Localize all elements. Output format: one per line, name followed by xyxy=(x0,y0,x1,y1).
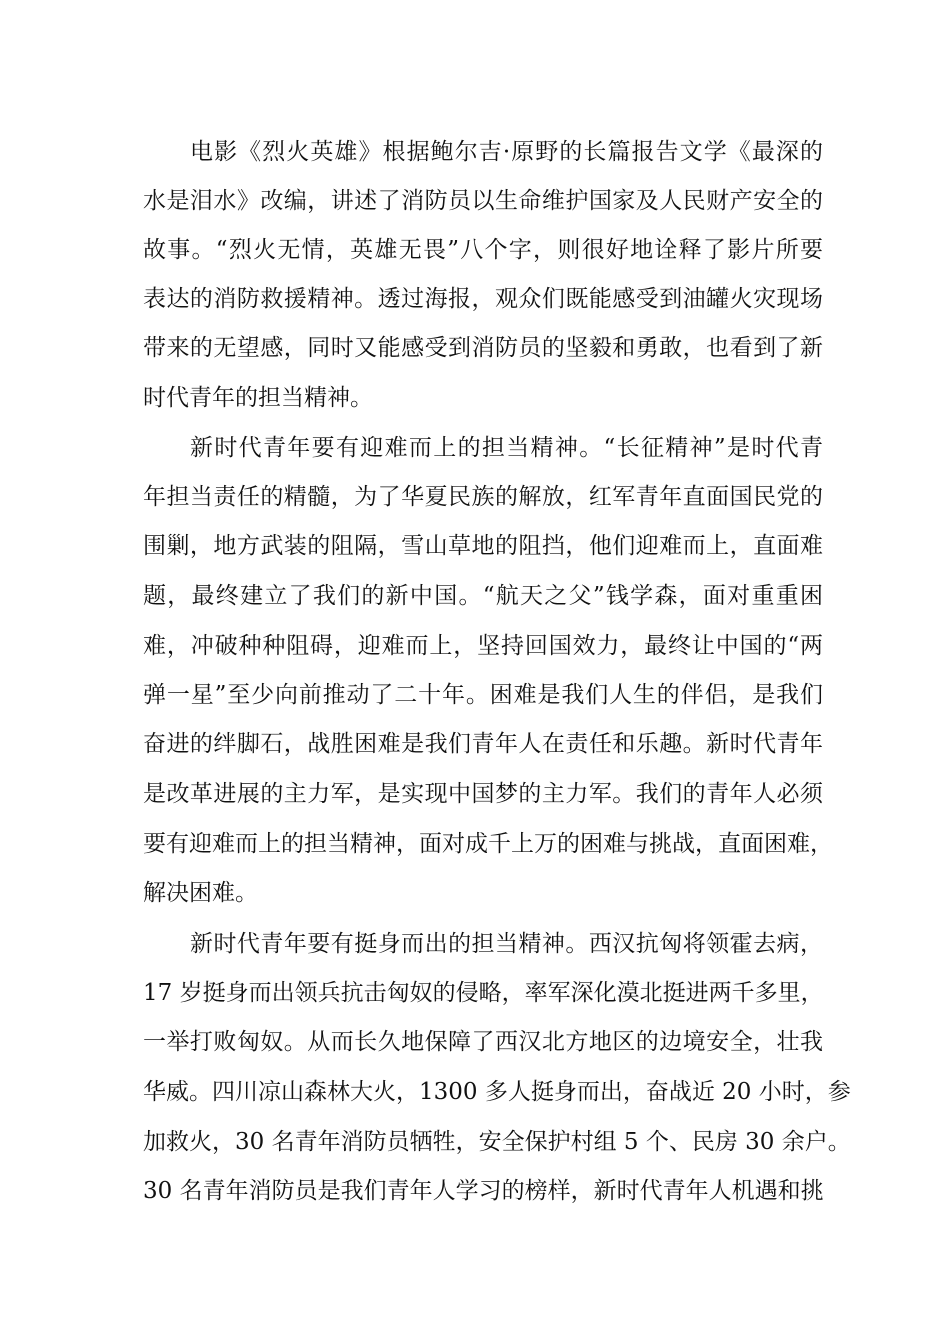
text-line: 一举打败匈奴。从而长久地保障了西汉北方地区的边境安全，壮我 xyxy=(143,1029,823,1055)
text-line: 电影《烈火英雄》根据鲍尔吉·原野的长篇报告文学《最深的 xyxy=(190,139,823,165)
text-line: 新时代青年要有挺身而出的担当精神。西汉抗匈将领霍去病， xyxy=(190,931,823,957)
text-line: 带来的无望感，同时又能感受到消防员的坚毅和勇敢，也看到了新 xyxy=(143,335,823,361)
text-line: 时代青年的担当精神。 xyxy=(143,385,373,411)
text-line: 华威。四川凉山森林大火，1300 多人挺身而出，奋战近 20 小时，参 xyxy=(143,1079,851,1105)
text-line: 30 名青年消防员是我们青年人学习的榜样，新时代青年人机遇和挑 xyxy=(143,1178,824,1204)
text-line: 题，最终建立了我们的新中国。“航天之父”钱学森，面对重重困 xyxy=(143,583,823,609)
text-line: 17 岁挺身而出领兵抗击匈奴的侵略，率军深化漠北挺进两千多里， xyxy=(143,980,824,1006)
text-line: 年担当责任的精髓，为了华夏民族的解放，红军青年直面国民党的 xyxy=(143,484,823,510)
text-line: 解决困难。 xyxy=(143,880,258,906)
text-line: 是改革进展的主力军，是实现中国梦的主力军。我们的青年人必须 xyxy=(143,781,823,807)
text-line: 加救火，30 名青年消防员牺牲，安全保护村组 5 个、民房 30 余户。 xyxy=(143,1129,851,1155)
text-line: 围剿，地方武装的阻隔，雪山草地的阻挡，他们迎难而上，直面难 xyxy=(143,533,823,559)
text-line: 难，冲破种种阻碍，迎难而上，坚持回国效力，最终让中国的“两 xyxy=(143,633,823,659)
text-line: 水是泪水》改编，讲述了消防员以生命维护国家及人民财产安全的 xyxy=(143,188,823,214)
text-line: 新时代青年要有迎难而上的担当精神。“长征精神”是时代青 xyxy=(190,435,823,461)
text-line: 要有迎难而上的担当精神，面对成千上万的困难与挑战，直面困难， xyxy=(143,831,833,857)
text-line: 弹一星”至少向前推动了二十年。困难是我们人生的伴侣，是我们 xyxy=(143,682,823,708)
text-line: 表达的消防救援精神。透过海报，观众们既能感受到油罐火灾现场 xyxy=(143,286,823,312)
text-line: 故事。“烈火无情，英雄无畏”八个字，则很好地诠释了影片所要 xyxy=(143,237,823,263)
text-line: 奋进的绊脚石，战胜困难是我们青年人在责任和乐趣。新时代青年 xyxy=(143,731,823,757)
